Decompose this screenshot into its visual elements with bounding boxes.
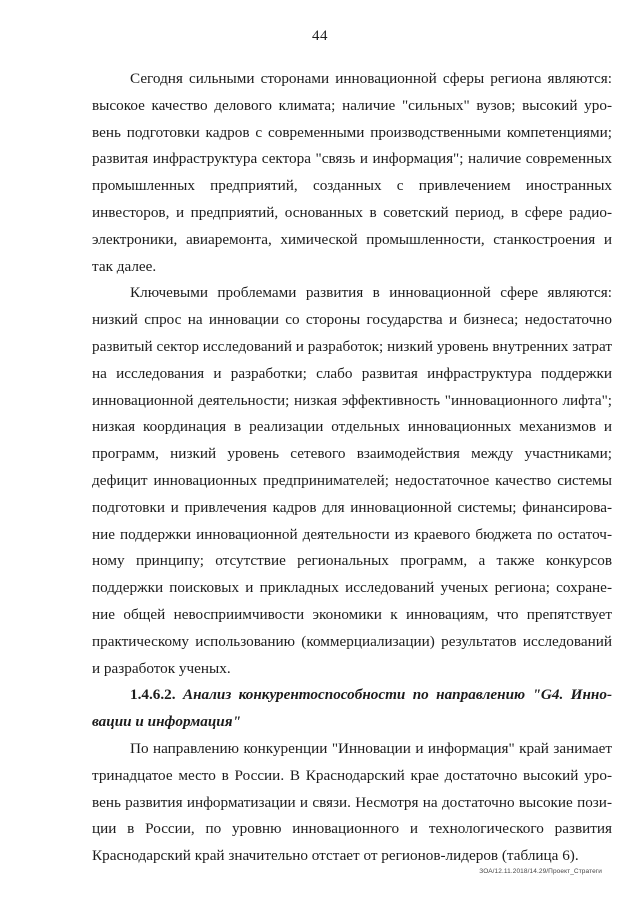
document-body bbox=[92, 66, 612, 870]
page-number: 44 bbox=[312, 28, 328, 44]
paragraph-strengths: Сегодня сильными сторонами инновационной сферы региона являются: высокое качество делового климата; наличие "сильных" вузов; высокий уровень подготовки кадров с современными производственными компетенциями; развитая инфраструктура сектора "связь и информация"; наличие современных промышленных предприятий, созданных с привлечением иностранных инвесторов, и предприятий, основанных в советский период, в сфере радиоэлектроники, авиаремонта, химической промышленности, станкостроения и так далее. bbox=[92, 70, 612, 275]
paragraph-problems: Ключевыми проблемами развития в инновационной сфере являются: низкий спрос на инновации со стороны государства и бизнеса; недостаточно развитый сектор исследований и разработок; низкий уровень внутренних затрат на исследования и разработки; слабо развитая инфраструктура поддержки инновационной деятельности; низкая эффективность "инновационного лифта"; низкая координация в реализации отдельных инновационных механизмов и программ, низкий уровень сетевого взаимодействия между участниками; дефицит инновационных предпринимателей; недостаточное качество системы подготовки и привлечения кадров для инновационной системы; финансирование поддержки инновационной деятельности из краевого бюджета по остаточному принципу; отсутствие региональных программ, а также конкурсов поддержки поисковых и прикладных исследований ученых региона; сохранение общей невосприимчивости экономики к инновациям, что препятствует практическому использованию (коммерциализации) результатов исследований и разработок ученых. bbox=[92, 284, 612, 677]
section-heading bbox=[92, 682, 612, 736]
footer-document-code: ЗОА/12.11.2018/14.29/Проект_Стратеги bbox=[479, 868, 602, 875]
section-heading-text: Анализ конкурентоспособности по направлению "G4. Инновации и информация" bbox=[92, 686, 612, 731]
section-heading-number: 1.4.6.2. bbox=[130, 686, 176, 704]
paragraph-competition: По направлению конкуренции "Инновации и информация" край занимает тринадцатое место в России. В Краснодарский крае достаточно высокий уровень развития информатизации и связи. Несмотря на достаточно высокие позиции в России, по уровню инновационного и технологического развития Краснодарский край значительно отстает от регионов-лидеров (таблица 6). bbox=[92, 739, 612, 865]
